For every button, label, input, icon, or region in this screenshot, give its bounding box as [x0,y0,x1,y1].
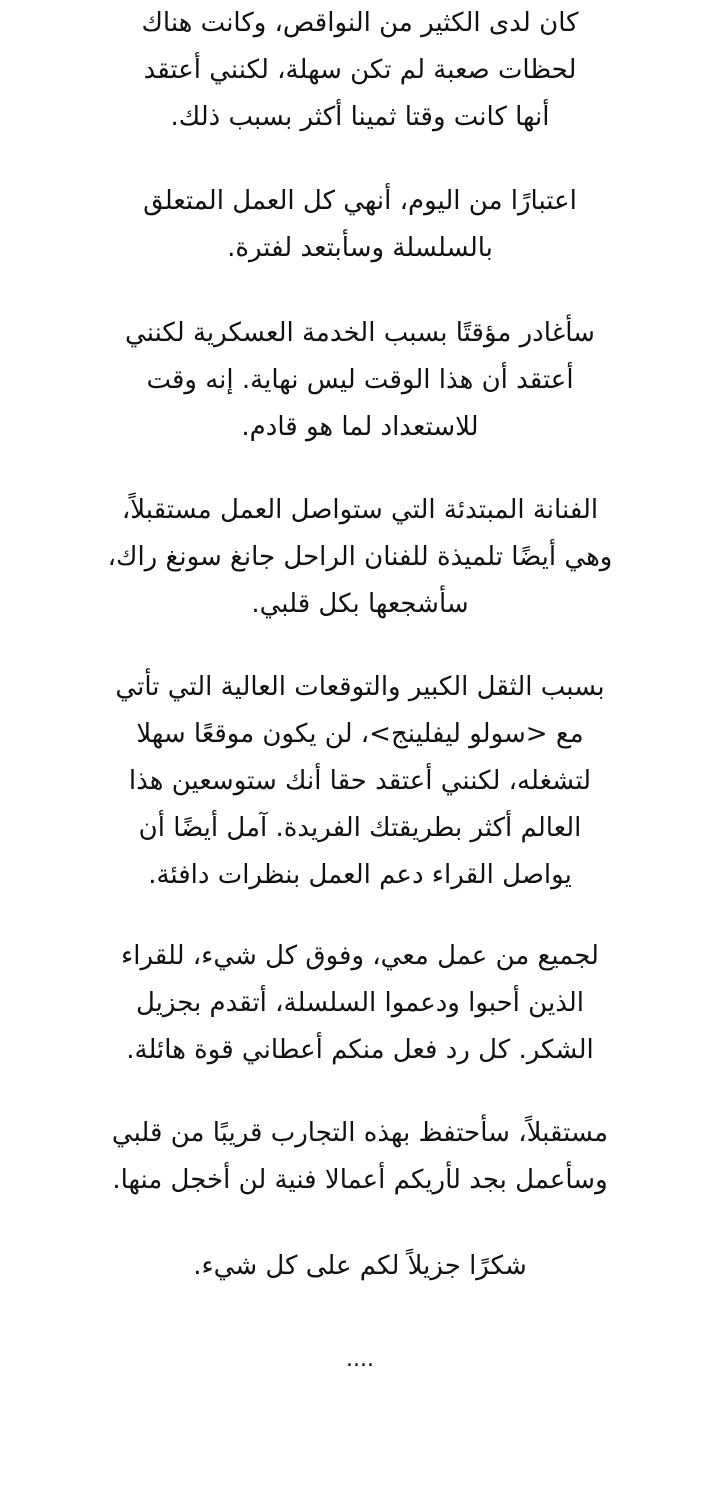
text-line: بسبب الثقل الكبير والتوقعات العالية التي تأتي [115,672,605,702]
paragraph-8 [30,1243,690,1290]
paragraph-7 [30,1110,690,1204]
text-line: الشكر. كل رد فعل منكم أعطاني قوة هائلة. [126,1035,594,1065]
text-line: الفنانة المبتدئة التي ستواصل العمل مستقبلاً، [121,495,599,525]
text-line: العالم أكثر بطريقتك الفريدة. آمل أيضًا أن [138,813,582,843]
paragraph-1 [30,0,690,141]
text-line: أنها كانت وقتا ثمينا أكثر بسبب ذلك. [170,102,550,132]
paragraph-6 [30,933,690,1074]
text-line: وسأعمل بجد لأريكم أعمالا فنية لن أخجل منها. [112,1165,608,1195]
paragraph-5 [30,664,690,899]
text-line: لجميع من عمل معي، وفوق كل شيء، للقراء [121,941,599,971]
text-line: كان لدى الكثير من النواقص، وكانت هناك [141,8,579,38]
paragraph-4 [30,487,690,628]
text-line: سأشجعها بكل قلبي. [251,589,469,619]
text-line: بالسلسلة وسأبتعد لفترة. [227,233,493,263]
text-line: الذين أحبوا ودعموا السلسلة، أتقدم بجزيل [135,988,584,1018]
text-line: مستقبلاً، سأحتفظ بهذه التجارب قريبًا من قلبي [111,1118,609,1148]
text-line: وهي أيضًا تلميذة للفنان الراحل جانغ سونغ راك، [107,542,613,572]
ellipsis: .... [346,1347,374,1372]
text-line: اعتبارًا من اليوم، أنهي كل العمل المتعلق [143,186,577,216]
text-line: أعتقد أن هذا الوقت ليس نهاية. إنه وقت [146,365,574,395]
text-line: سأغادر مؤقتًا بسبب الخدمة العسكرية لكنني [125,318,595,348]
paragraph-2 [30,178,690,272]
text-line: للاستعداد لما هو قادم. [241,412,479,442]
text-line: شكرًا جزيلاً لكم على كل شيء. [193,1251,527,1281]
text-line: مع <سولو ليفلينج>، لن يكون موقعًا سهلا [136,719,584,749]
text-line: يواصل القراء دعم العمل بنظرات دافئة. [148,860,572,890]
paragraph-3 [30,310,690,451]
text-line: لتشغله، لكنني أعتقد حقا أنك ستوسعين هذا [128,766,592,796]
text-line: لحظات صعبة لم تكن سهلة، لكنني أعتقد [143,55,577,85]
